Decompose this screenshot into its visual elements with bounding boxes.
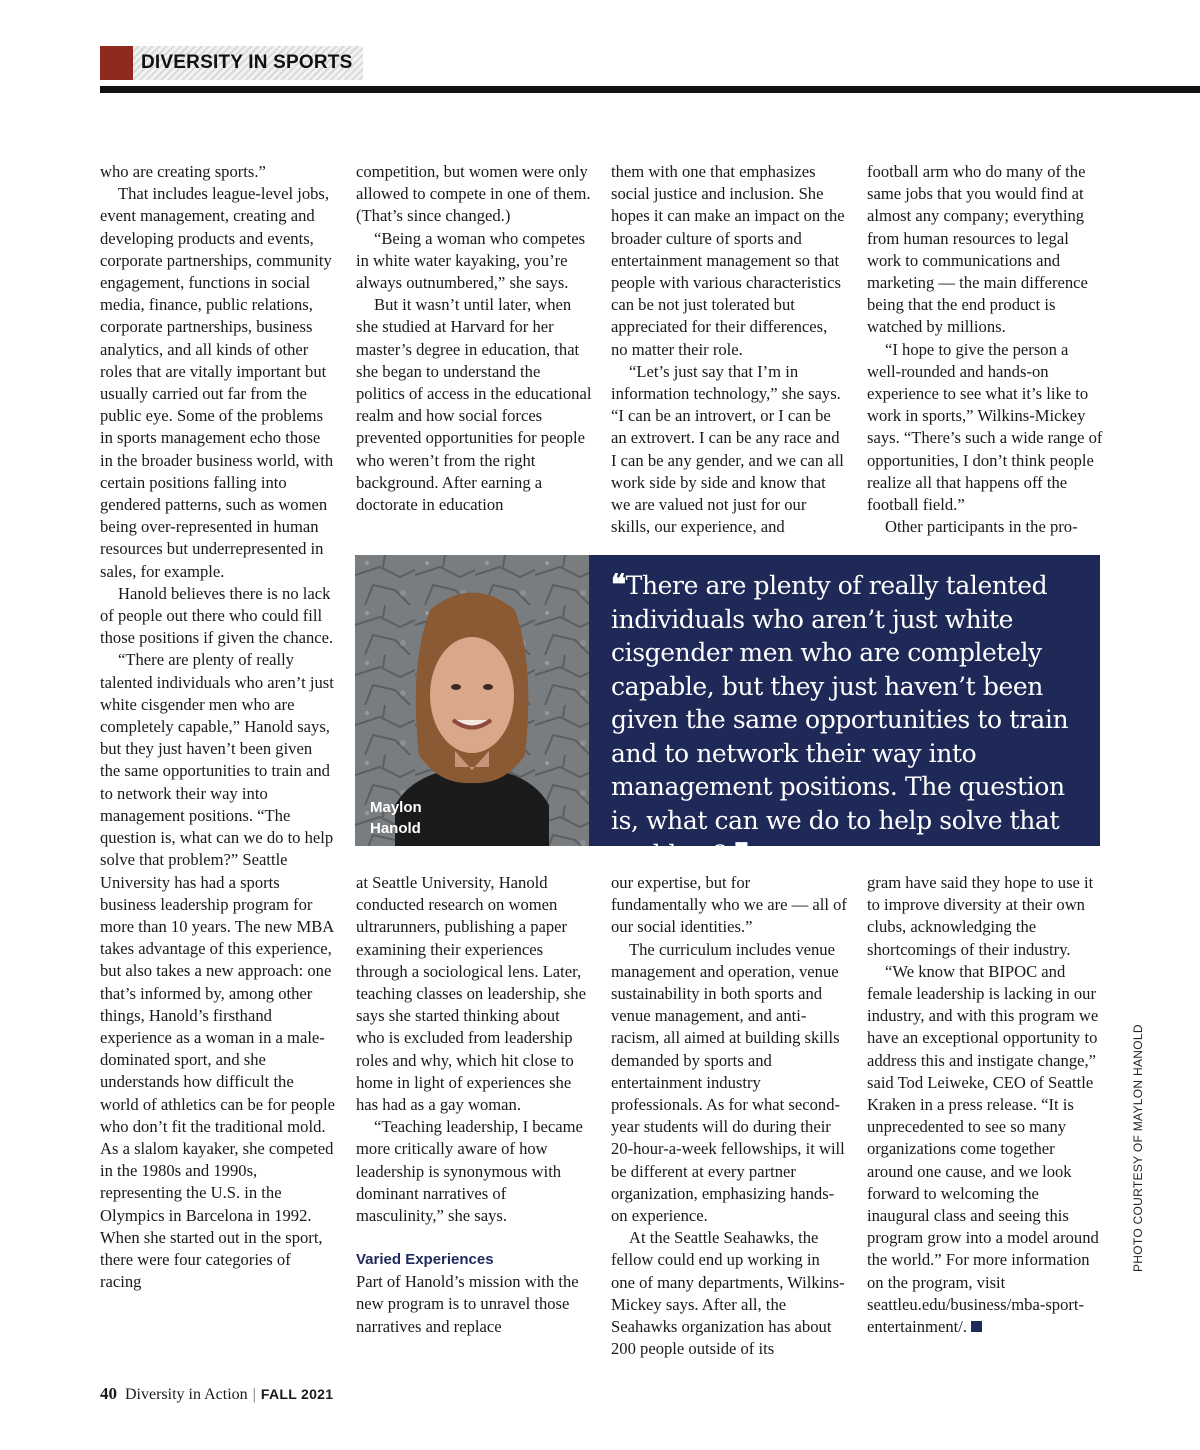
paragraph: “Being a woman who competes in white water kayaking, you’re always outnumbered,” she says. — [356, 228, 586, 293]
paragraph-text: “We know that BIPOC and female leadership is lacking in our industry, and with this program we have an exceptional opportunity to address this and instigate change,” said Tod Leiweke, CEO of Seattle Kraken in a press release. “It is unprecedented to see so many organizations come together around one cause, and we look forward to welcoming the inaugural class and seeing this program grow into a model around the world.” For more information on the program, visit seattleu.edu/business/mba-sport-entertainment/. — [867, 961, 1099, 1337]
paragraph: At the Seattle Seahawks, the fellow could end up working in one of many departments, Wilkins-Mickey says. After all, the Seahawks organization has about 200 people outside of its — [611, 1228, 845, 1359]
photo-credit: PHOTO COURTESY OF MAYLON HANOLD — [1131, 1024, 1145, 1272]
pull-quote-text: There are plenty of really talented individuals who aren’t just white cisgender men who are completely capable, but they just haven’t been given the same opportunities to train and to network their way into management positions. The question is, what can we do to help solve that problem? — [611, 571, 1069, 869]
paragraph: “Let’s just say that I’m in information technology,” she says. “I can be an introvert, or I can be an extrovert. I can be any race and I can be any gender, and we can all work side by side and know that we are valued not just for our skills, our experience, and — [611, 361, 844, 537]
paragraph: gram have said they hope to use it to improve diversity at their own clubs, acknowledging the shortcomings of their industry. — [867, 873, 1094, 959]
close-quote-mark: ❞ — [734, 837, 749, 870]
paragraph — [867, 961, 1103, 1338]
paragraph: football arm who do many of the same jobs that you would find at almost any company; everything from human resources to legal work to communications and marketing — the main difference being that the end product is watched by millions. — [867, 162, 1088, 337]
pull-quote — [611, 568, 1091, 876]
footer-separator: | — [252, 1386, 256, 1403]
paragraph: Hanold believes there is no lack of people out there who could fill those positions if given the chance. — [100, 583, 334, 648]
paragraph: “There are plenty of really talented individuals who aren’t just white cisgender men who are completely capable,” Hanold says, but they just haven’t been given the same opportunities to train and to network their way into management positions. “The question is, what can we do to help solve that problem?” Seattle University has had a sports business leadership program for more than 10 years. The new MBA takes advantage of this experience, but also takes a new approach: one that’s informed by, among other things, Hanold’s firsthand experience as a woman in a male-dominated sport, and she understands how difficult the world of athletics can be for people who don’t fit the traditional mold. As a slalom kayaker, she competed in the 1980s and 1990s, representing the U.S. in the Olympics in Barcelona in 1992. When she started out in the sport, there were four categories of racing — [100, 650, 335, 1292]
page-footer — [100, 1384, 333, 1404]
article-column-4-bottom — [867, 872, 1103, 1338]
photo-caption: Maylon Hanold — [370, 799, 422, 837]
paragraph: competition, but women were only allowed to compete in one of them. (That’s since changed.) — [356, 162, 591, 226]
paragraph: Other participants in the pro- — [885, 517, 1078, 537]
subheading: Varied Experiences — [356, 1251, 494, 1269]
article-column-1 — [100, 161, 336, 1293]
issue-date: FALL 2021 — [260, 1386, 334, 1402]
end-of-article-mark — [971, 1321, 982, 1332]
open-quote-mark: ❝ — [611, 568, 626, 601]
paragraph: at Seattle University, Hanold conducted research on women ultrarunners, publishing a paper examining their experiences through a sociological lens. Later, teaching classes on leadership, she says she started thinking about who is excluded from leadership roles and why, which hit close to home in light of experiences she has had as a gay woman. — [356, 873, 586, 1115]
page-number: 40 — [100, 1384, 117, 1403]
paragraph: who are creating sports.” — [100, 162, 266, 181]
section-color-block — [100, 46, 133, 80]
paragraph: The curriculum includes venue management and operation, venue sustainability in both sports and venue management, and anti-racism, all aimed at building skills demanded by sports and entertainment industry professionals. As for what second-year students will do during their 20-hour-a-week fellowships, it will be different at every partner organization, emphasizing hands-on experience. — [611, 939, 845, 1226]
paragraph: Part of Hanold’s mission with the new program is to unravel those narratives and replace — [356, 1272, 579, 1336]
pull-quote-attribution: — MAYLON HANOLD — [754, 850, 916, 867]
section-title: DIVERSITY IN SPORTS — [141, 52, 353, 73]
magazine-name: Diversity in Action — [125, 1386, 248, 1403]
article-column-3-bottom — [611, 872, 847, 1360]
paragraph: our expertise, but for fundamentally who we are — all of our social identities.” — [611, 873, 847, 937]
paragraph: That includes league-level jobs, event management, creating and developing products and events, corporate partnerships, community engagement, functions in social media, finance, public relations, corporate partnerships, business analytics, and all kinds of other roles that are vitally important but usually carried out far from the public eye. Some of the problems in sports management echo those in the broader business world, with certain positions falling into gendered patterns, such as women being over-represented in human resources but underrepresented in sales, for example. — [100, 184, 334, 581]
paragraph: “Teaching leadership, I became more critically aware of how leadership is synonymous with dominant narratives of masculinity,” she says. — [356, 1117, 583, 1226]
article-column-3-top — [611, 161, 847, 538]
paragraph: “I hope to give the person a well-rounded and hands-on experience to see what it’s like to work in sports,” Wilkins-Mickey says. “There’s such a wide range of opportunities, I don’t think people realize all that happens off the football field.” — [867, 339, 1103, 515]
paragraph: them with one that emphasizes social justice and inclusion. She hopes it can make an impact on the broader culture of sports and entertainment management so that people with various characteristics can be not just tolerated but appreciated for their differences, no matter their role. — [611, 162, 845, 359]
article-column-2-bottom — [356, 872, 592, 1338]
paragraph: But it wasn’t until later, when she studied at Harvard for her master’s degree in education, that she began to understand the politics of access in the educational realm and how social forces prevented opportunities for people who weren’t from the right background. After earning a doctorate in education — [356, 295, 592, 515]
header-rule — [100, 86, 1200, 93]
article-column-2-top — [356, 161, 592, 516]
article-column-4-top — [867, 161, 1103, 538]
